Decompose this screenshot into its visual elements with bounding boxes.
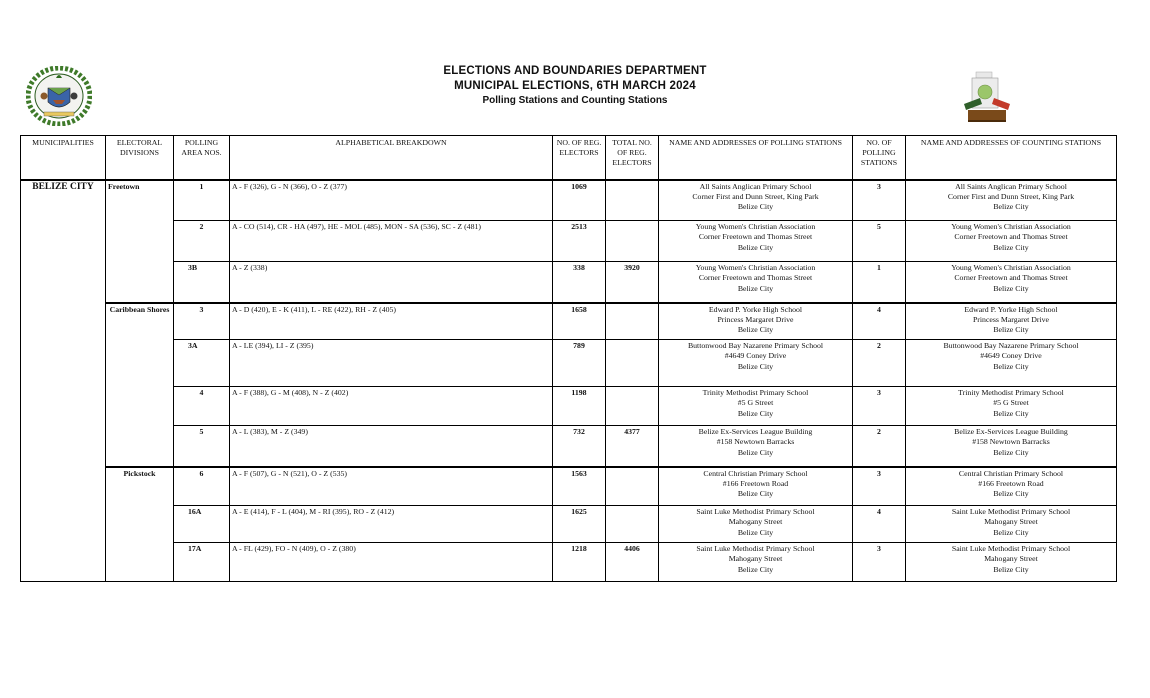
counting-station-address: Young Women's Christian Association Corner Freetown and Thomas Street Belize City — [906, 262, 1117, 303]
col-electoral-divisions: ELECTORAL DIVISIONS — [106, 136, 174, 180]
col-municipalities: MUNICIPALITIES — [21, 136, 106, 180]
polling-area: 17A — [174, 543, 230, 582]
polling-station-count: 3 — [853, 467, 906, 506]
document-header — [0, 64, 1150, 108]
reg-electors: 1563 — [553, 467, 606, 506]
total-reg-electors: 3920 — [606, 262, 659, 303]
polling-station-address: Young Women's Christian Association Corner Freetown and Thomas Street Belize City — [659, 221, 853, 262]
total-reg-electors — [606, 387, 659, 426]
col-polling-area-nos: POLLING AREA NOS. — [174, 136, 230, 180]
polling-station-count: 3 — [853, 543, 906, 582]
table-row — [21, 543, 1117, 582]
division-name: Freetown — [106, 180, 174, 303]
counting-station-address: Buttonwood Bay Nazarene Primary School #4649 Coney Drive Belize City — [906, 340, 1117, 387]
counting-station-address: Saint Luke Methodist Primary School Mahogany Street Belize City — [906, 543, 1117, 582]
total-reg-electors — [606, 506, 659, 543]
polling-station-count: 3 — [853, 180, 906, 221]
reg-electors: 1069 — [553, 180, 606, 221]
col-no-of-polling-stations: NO. OF POLLING STATIONS — [853, 136, 906, 180]
table-row — [21, 340, 1117, 387]
reg-electors: 732 — [553, 426, 606, 467]
total-reg-electors — [606, 303, 659, 340]
table-row — [21, 467, 1117, 506]
col-no-of-reg-electors: NO. OF REG. ELECTORS — [553, 136, 606, 180]
polling-station-address: All Saints Anglican Primary School Corner First and Dunn Street, King Park Belize City — [659, 180, 853, 221]
polling-area: 4 — [174, 387, 230, 426]
header-subtitle: MUNICIPAL ELECTIONS, 6TH MARCH 2024 — [454, 80, 696, 92]
polling-station-count: 1 — [853, 262, 906, 303]
division-name: Caribbean Shores — [106, 303, 174, 467]
polling-station-address: Central Christian Primary School #166 Freetown Road Belize City — [659, 467, 853, 506]
counting-station-address: Edward P. Yorke High School Princess Margaret Drive Belize City — [906, 303, 1117, 340]
alphabetical-breakdown: A - Z (338) — [230, 262, 553, 303]
polling-station-address: Young Women's Christian Association Corner Freetown and Thomas Street Belize City — [659, 262, 853, 303]
polling-station-address: Buttonwood Bay Nazarene Primary School #4649 Coney Drive Belize City — [659, 340, 853, 387]
counting-station-address: Belize Ex-Services League Building #158 Newtown Barracks Belize City — [906, 426, 1117, 467]
col-alphabetical-breakdown: ALPHABETICAL BREAKDOWN — [230, 136, 553, 180]
table-row — [21, 303, 1117, 340]
counting-station-address: All Saints Anglican Primary School Corner First and Dunn Street, King Park Belize City — [906, 180, 1117, 221]
polling-station-count: 2 — [853, 340, 906, 387]
header-title: ELECTIONS AND BOUNDARIES DEPARTMENT — [443, 65, 707, 77]
alphabetical-breakdown: A - FL (429), FO - N (409), O - Z (380) — [230, 543, 553, 582]
table-row — [21, 180, 1117, 221]
counting-station-address: Central Christian Primary School #166 Freetown Road Belize City — [906, 467, 1117, 506]
header-caption: Polling Stations and Counting Stations — [482, 95, 668, 106]
table-row — [21, 506, 1117, 543]
polling-area: 1 — [174, 180, 230, 221]
table-row — [21, 387, 1117, 426]
col-total-reg-electors: TOTAL NO. OF REG. ELECTORS — [606, 136, 659, 180]
reg-electors: 1218 — [553, 543, 606, 582]
total-reg-electors — [606, 180, 659, 221]
polling-station-address: Saint Luke Methodist Primary School Mahogany Street Belize City — [659, 506, 853, 543]
polling-area: 16A — [174, 506, 230, 543]
alphabetical-breakdown: A - L (383), M - Z (349) — [230, 426, 553, 467]
total-reg-electors — [606, 221, 659, 262]
counting-station-address: Trinity Methodist Primary School #5 G Street Belize City — [906, 387, 1117, 426]
polling-area: 3B — [174, 262, 230, 303]
municipality-name: BELIZE CITY — [21, 180, 106, 582]
total-reg-electors — [606, 340, 659, 387]
polling-area: 3 — [174, 303, 230, 340]
polling-station-address: Saint Luke Methodist Primary School Mahogany Street Belize City — [659, 543, 853, 582]
polling-station-count: 3 — [853, 387, 906, 426]
polling-stations-table — [20, 135, 1117, 582]
table-row — [21, 262, 1117, 303]
counting-station-address: Saint Luke Methodist Primary School Mahogany Street Belize City — [906, 506, 1117, 543]
alphabetical-breakdown: A - D (420), E - K (411), L - RE (422), RH - Z (405) — [230, 303, 553, 340]
alphabetical-breakdown: A - CO (514), CR - HA (497), HE - MOL (485), MON - SA (536), SC - Z (481) — [230, 221, 553, 262]
total-reg-electors: 4406 — [606, 543, 659, 582]
alphabetical-breakdown: A - LE (394), LI - Z (395) — [230, 340, 553, 387]
polling-station-address: Trinity Methodist Primary School #5 G Street Belize City — [659, 387, 853, 426]
polling-area: 6 — [174, 467, 230, 506]
reg-electors: 1658 — [553, 303, 606, 340]
reg-electors: 2513 — [553, 221, 606, 262]
total-reg-electors: 4377 — [606, 426, 659, 467]
alphabetical-breakdown: A - E (414), F - L (404), M - RI (395), RO - Z (412) — [230, 506, 553, 543]
alphabetical-breakdown: A - F (326), G - N (366), O - Z (377) — [230, 180, 553, 221]
table-header-row — [21, 136, 1117, 180]
reg-electors: 1625 — [553, 506, 606, 543]
table-row — [21, 221, 1117, 262]
alphabetical-breakdown: A - F (388), G - M (408), N - Z (402) — [230, 387, 553, 426]
polling-area: 5 — [174, 426, 230, 467]
polling-station-address: Belize Ex-Services League Building #158 Newtown Barracks Belize City — [659, 426, 853, 467]
polling-station-count: 2 — [853, 426, 906, 467]
col-counting-stations-addresses: NAME AND ADDRESSES OF COUNTING STATIONS — [906, 136, 1117, 180]
counting-station-address: Young Women's Christian Association Corner Freetown and Thomas Street Belize City — [906, 221, 1117, 262]
polling-area: 3A — [174, 340, 230, 387]
division-name: Pickstock — [106, 467, 174, 582]
reg-electors: 1198 — [553, 387, 606, 426]
reg-electors: 338 — [553, 262, 606, 303]
total-reg-electors — [606, 467, 659, 506]
reg-electors: 789 — [553, 340, 606, 387]
polling-station-count: 4 — [853, 506, 906, 543]
table-row — [21, 426, 1117, 467]
polling-station-address: Edward P. Yorke High School Princess Margaret Drive Belize City — [659, 303, 853, 340]
col-polling-stations-addresses: NAME AND ADDRESSES OF POLLING STATIONS — [659, 136, 853, 180]
polling-station-count: 5 — [853, 221, 906, 262]
alphabetical-breakdown: A - F (507), G - N (521), O - Z (535) — [230, 467, 553, 506]
polling-area: 2 — [174, 221, 230, 262]
polling-station-count: 4 — [853, 303, 906, 340]
